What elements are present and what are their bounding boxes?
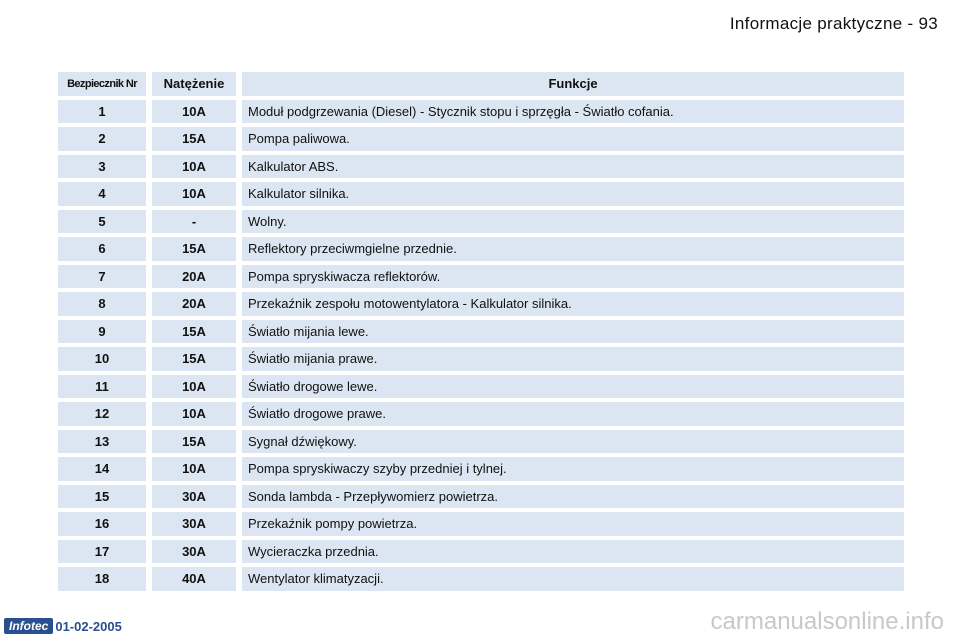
table-row — [58, 265, 904, 289]
table-row — [58, 292, 904, 316]
fuse-number-cell: 9 — [58, 320, 146, 344]
fuse-number-cell: 8 — [58, 292, 146, 316]
table-row — [58, 567, 904, 591]
footer-date: 01-02-2005 — [55, 618, 122, 634]
amperage-cell: 40A — [152, 567, 236, 591]
function-cell: Pompa spryskiwaczy szyby przedniej i tylnej. — [242, 457, 904, 481]
function-cell: Moduł podgrzewania (Diesel) - Stycznik stopu i sprzęgła - Światło cofania. — [242, 100, 904, 124]
fuse-number-cell: 5 — [58, 210, 146, 234]
function-cell: Światło mijania lewe. — [242, 320, 904, 344]
amperage-cell: 10A — [152, 100, 236, 124]
page-title: Informacje praktyczne - 93 — [729, 14, 938, 33]
table-row — [58, 155, 904, 179]
function-cell: Pompa paliwowa. — [242, 127, 904, 151]
fuse-number-cell: 10 — [58, 347, 146, 371]
table-header-row — [58, 72, 904, 96]
amperage-cell: 15A — [152, 127, 236, 151]
table-row — [58, 320, 904, 344]
table-row — [58, 127, 904, 151]
amperage-cell: 10A — [152, 457, 236, 481]
fuse-number-cell: 1 — [58, 100, 146, 124]
table-row — [58, 402, 904, 426]
fuse-number-cell: 14 — [58, 457, 146, 481]
function-cell: Sygnał dźwiękowy. — [242, 430, 904, 454]
watermark: carmanualsonline.info — [710, 608, 944, 635]
amperage-cell: 30A — [152, 540, 236, 564]
table-row — [58, 485, 904, 509]
table-row — [58, 430, 904, 454]
function-cell: Przekaźnik pompy powietrza. — [242, 512, 904, 536]
function-cell: Pompa spryskiwacza reflektorów. — [242, 265, 904, 289]
table-row — [58, 347, 904, 371]
amperage-cell: 15A — [152, 320, 236, 344]
fuse-table-body — [58, 100, 904, 591]
fuse-number-cell: 15 — [58, 485, 146, 509]
amperage-cell: 15A — [152, 347, 236, 371]
amperage-cell: 15A — [152, 237, 236, 261]
table-row — [58, 540, 904, 564]
function-cell: Światło mijania prawe. — [242, 347, 904, 371]
table-row — [58, 182, 904, 206]
amperage-cell: 30A — [152, 485, 236, 509]
function-cell: Światło drogowe prawe. — [242, 402, 904, 426]
amperage-cell: 15A — [152, 430, 236, 454]
amperage-cell: - — [152, 210, 236, 234]
fuse-number-cell: 7 — [58, 265, 146, 289]
header-fuse-number: Bezpiecznik Nr — [58, 72, 146, 96]
amperage-cell: 10A — [152, 155, 236, 179]
fuse-table — [58, 68, 904, 595]
fuse-number-cell: 3 — [58, 155, 146, 179]
fuse-number-cell: 4 — [58, 182, 146, 206]
amperage-cell: 10A — [152, 182, 236, 206]
fuse-number-cell: 16 — [58, 512, 146, 536]
function-cell: Kalkulator ABS. — [242, 155, 904, 179]
fuse-number-cell: 12 — [58, 402, 146, 426]
function-cell: Wolny. — [242, 210, 904, 234]
function-cell: Reflektory przeciwmgielne przednie. — [242, 237, 904, 261]
amperage-cell: 20A — [152, 265, 236, 289]
infotec-logo: Infotec — [4, 618, 53, 634]
header-amperage: Natężenie — [152, 72, 236, 96]
footer — [4, 618, 122, 634]
function-cell: Przekaźnik zespołu motowentylatora - Kalkulator silnika. — [242, 292, 904, 316]
table-row — [58, 457, 904, 481]
header-functions: Funkcje — [242, 72, 904, 96]
fuse-number-cell: 13 — [58, 430, 146, 454]
amperage-cell: 10A — [152, 375, 236, 399]
table-row — [58, 237, 904, 261]
fuse-number-cell: 11 — [58, 375, 146, 399]
amperage-cell: 10A — [152, 402, 236, 426]
fuse-number-cell: 17 — [58, 540, 146, 564]
amperage-cell: 30A — [152, 512, 236, 536]
function-cell: Wentylator klimatyzacji. — [242, 567, 904, 591]
function-cell: Kalkulator silnika. — [242, 182, 904, 206]
table-row — [58, 100, 904, 124]
fuse-number-cell: 2 — [58, 127, 146, 151]
fuse-number-cell: 18 — [58, 567, 146, 591]
table-row — [58, 210, 904, 234]
function-cell: Sonda lambda - Przepływomierz powietrza. — [242, 485, 904, 509]
function-cell: Światło drogowe lewe. — [242, 375, 904, 399]
table-row — [58, 375, 904, 399]
table-row — [58, 512, 904, 536]
amperage-cell: 20A — [152, 292, 236, 316]
function-cell: Wycieraczka przednia. — [242, 540, 904, 564]
fuse-number-cell: 6 — [58, 237, 146, 261]
